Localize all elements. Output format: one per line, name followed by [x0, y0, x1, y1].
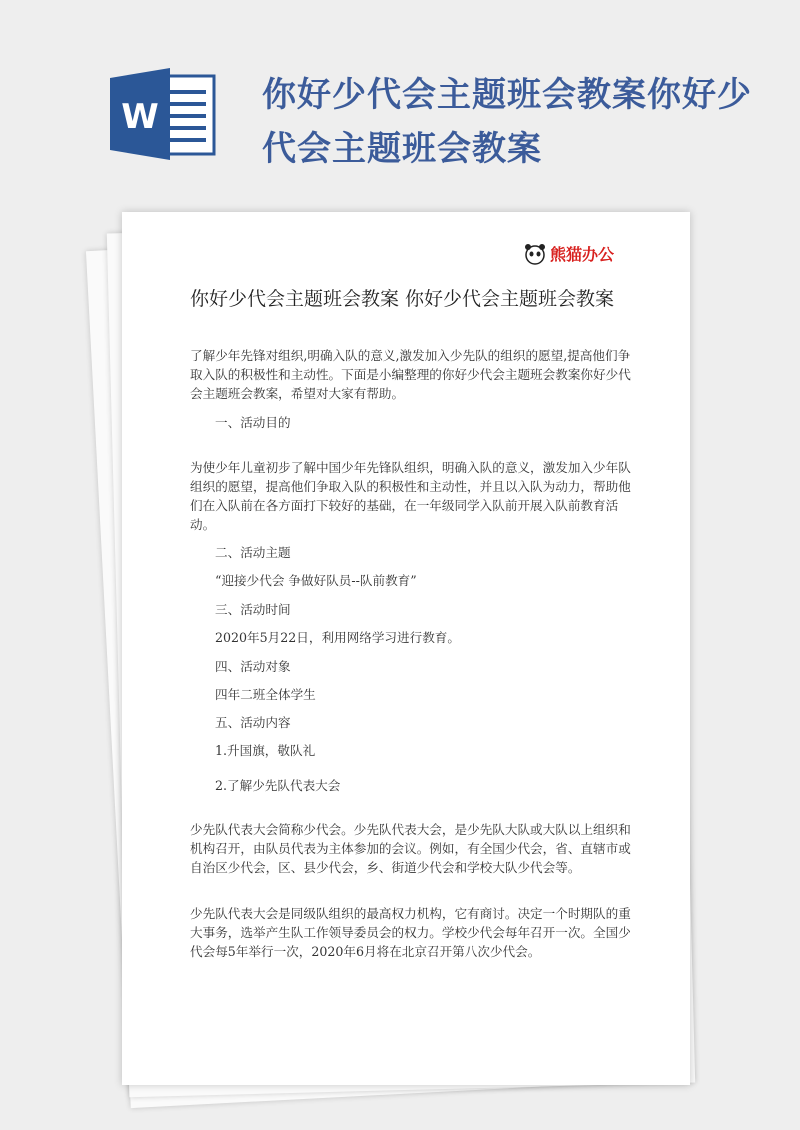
heading: 五、活动内容: [215, 715, 291, 730]
logo-text: 熊猫办公: [550, 245, 615, 264]
text: “迎接少代会 争做好队员--队前教育”: [215, 573, 417, 588]
text: 2020年5月22日，利用网络学习进行教育。: [215, 630, 460, 645]
heading: 四、活动对象: [215, 659, 291, 674]
svg-text:W: W: [121, 97, 159, 137]
heading: 一、活动目的: [215, 415, 291, 430]
heading: 三、活动时间: [215, 602, 291, 617]
text: 1.升国旗，敬队礼: [215, 743, 316, 758]
document-page: [122, 212, 690, 1085]
doc-title: 你好少代会主题班会教案 你好少代会主题班会教案: [190, 288, 615, 310]
heading: 二、活动主题: [215, 545, 291, 560]
word-icon: [108, 66, 218, 162]
panda-icon: [524, 243, 546, 265]
paragraph: 少先队代表大会简称少代会。少先队代表大会，是少先队大队或大队以上组织和机构召开，由队员代表为主体参加的会议。例如，有全国少代会，省、直辖市或自治区少代会，区、县少代会，乡、街道少代会和学校大队少代会等。: [190, 822, 631, 875]
paragraph: 了解少年先锋对组织,明确入队的意义,激发加入少先队的组织的愿望,提高他们争取入队的积极性和主动性。下面是小编整理的你好少代会主题班会教案你好少代会主题班会教案，希望对大家有帮助。: [190, 348, 631, 401]
logo: [524, 242, 614, 265]
header-title: 你好少代会主题班会教案你好少代会主题班会教案: [262, 75, 752, 169]
text: 四年二班全体学生: [215, 687, 316, 702]
text: 2.了解少先队代表大会: [215, 778, 341, 793]
paragraph: 少先队代表大会是同级队组织的最高权力机构，它有商讨。决定一个时期队的重大事务，选举产生队工作领导委员会的权力。学校少代会每年召开一次。全国少代会每5年举行一次，2020年6月将在北京召开第八次少代会。: [190, 906, 631, 959]
paragraph: 为使少年儿童初步了解中国少年先锋队组织，明确入队的意义，激发加入少年队组织的愿望，提高他们争取入队的积极性和主动性，并且以入队为动力，帮助他们在入队前在各方面打下较好的基础，在一年级同学入队前开展入队前教育活动。: [190, 460, 631, 532]
